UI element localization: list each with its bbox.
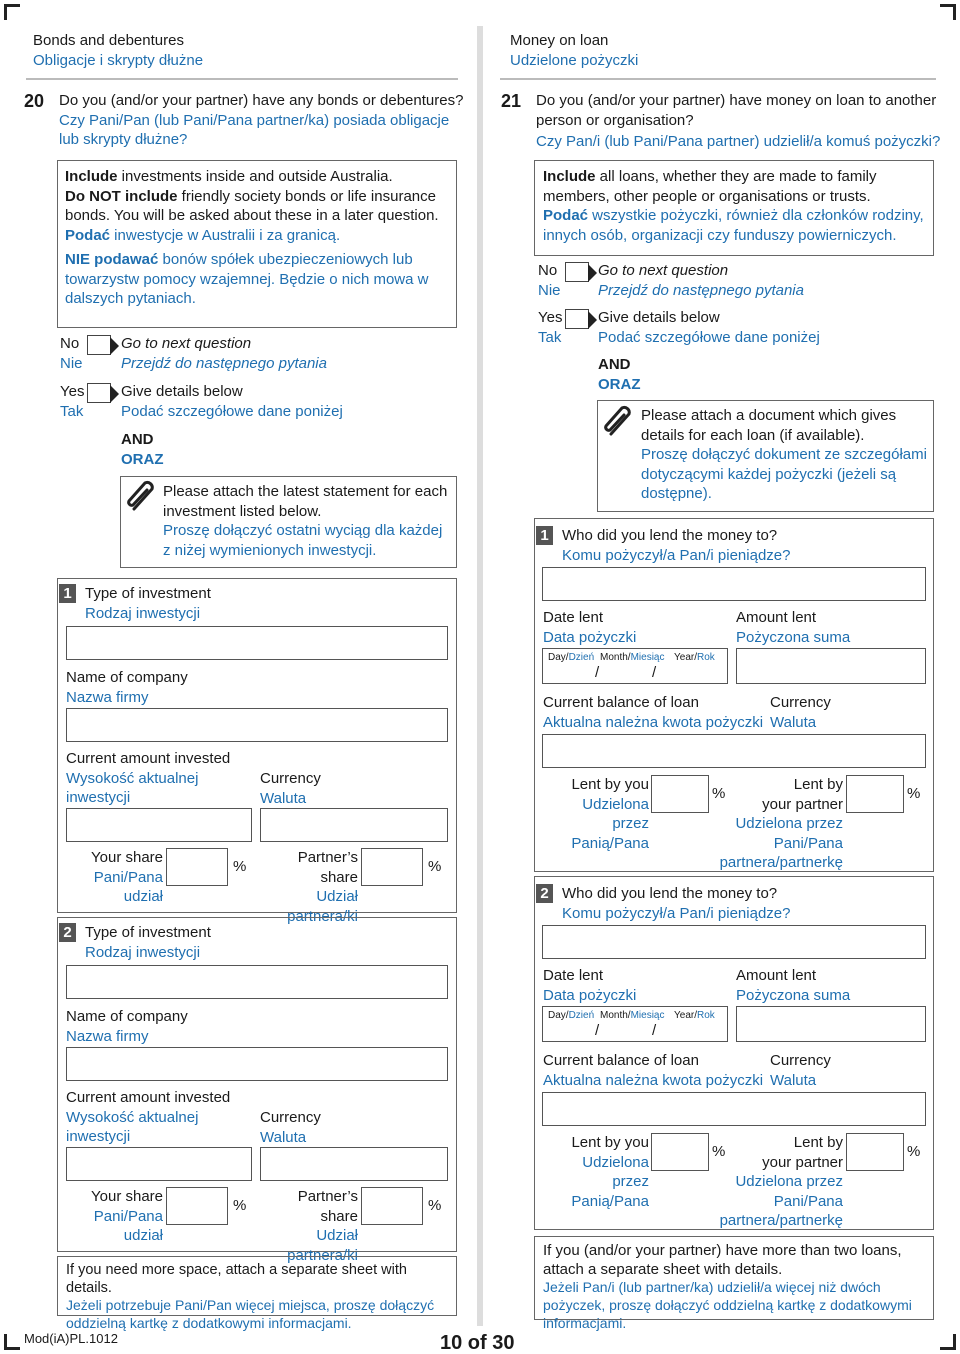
question-number: 21	[501, 91, 522, 111]
no-instruction: Go to next question Przejdź do następnego pytania	[598, 262, 804, 299]
yes-checkbox[interactable]	[565, 309, 589, 329]
yes-label: Yes Tak	[538, 309, 563, 346]
attach-text: Please attach the latest statement for each investment listed below. Proszę dołączyć ostatni wyciąg dla każdej z niżej wymienionych inwestycji.	[163, 483, 448, 559]
amount-input[interactable]	[66, 808, 252, 842]
crop-mark-top-left	[4, 4, 20, 20]
question-text: Do you (and/or your partner) have any bonds or debentures? Czy Pani/Pan (lub Pani/Pana partner/ka) posiada obligacje lub skrypty dłużne?	[59, 92, 464, 148]
percent-sign: %	[233, 1197, 247, 1214]
info-box: Include investments inside and outside Australia. Do NOT include friendly society bonds or life insurance bonds. You will be asked about these in a later question. Podać inwestycje w Australii i za granicą. NIE podawać bonów spółek ubezpieczeniowych lub towarzystw pomocy wzajemnej. Będzie o nich mowa w dalszych pytaniach.	[57, 160, 457, 328]
lent-by-you-label: Lent by you Udzielona przez Panią/Pana	[571, 1134, 649, 1210]
balance-label: Current balance of loan Aktualna należna kwota pożyczki	[543, 1052, 764, 1089]
more-loans-note: If you (and/or your partner) have more than two loans, attach a separate sheet with details. Jeżeli Pan/i (lub partner/ka) udzielił/a więcej niż dwóch pożyczek, proszę dołączyć oddzielną kartkę z dodatkowymi informacjami.	[534, 1236, 934, 1320]
lent-by-you-label: Lent by you Udzielona przez Panią/Pana	[571, 776, 649, 852]
company-input[interactable]	[66, 708, 448, 742]
type-label: Type of investment Rodzaj inwestycji	[85, 585, 211, 622]
amount-input[interactable]	[736, 648, 926, 684]
no-instruction: Go to next question Przejdź do następnego pytania	[121, 335, 327, 372]
more-space-note: If you need more space, attach a separate sheet with details. Jeżeli potrzebuje Pani/Pan więcej miejsca, proszę dołączyć oddzielną kartkę z dodatkowymi informacjami.	[57, 1256, 457, 1316]
section-divider	[500, 78, 936, 80]
paperclip-icon	[124, 479, 160, 515]
and-label: AND ORAZ	[598, 356, 641, 393]
who-input[interactable]	[542, 567, 926, 601]
form-code: Mod(iA)PL.1012	[24, 1331, 118, 1346]
currency-label: Currency Waluta	[770, 694, 831, 731]
percent-sign: %	[907, 1143, 921, 1160]
section-title: Bonds and debentures Obligacje i skrypty dłużne	[33, 32, 204, 69]
yes-instruction: Give details below Podać szczegółowe dane poniżej	[121, 383, 343, 420]
paperclip-icon	[601, 404, 637, 440]
type-input[interactable]	[66, 626, 448, 660]
partner-share-input[interactable]	[361, 848, 423, 886]
crop-mark-bottom-left	[4, 1334, 20, 1350]
yes-instruction: Give details below Podać szczegółowe dane poniżej	[598, 309, 820, 346]
lent-by-you-input[interactable]	[651, 775, 709, 813]
amount-label: Current amount invested Wysokość aktualnej inwestycji	[66, 1089, 231, 1145]
your-share-input[interactable]	[166, 848, 228, 886]
company-label: Name of company Nazwa firmy	[66, 1008, 188, 1045]
section-title: Money on loan Udzielone pożyczki	[510, 32, 639, 69]
date-separator: /	[595, 664, 600, 681]
partner-share-label: Partner’s share Udział partnera/ki	[287, 849, 358, 925]
currency-input[interactable]	[260, 1147, 448, 1181]
crop-mark-top-right	[940, 4, 956, 20]
percent-sign: %	[712, 785, 726, 802]
your-share-label: Your share Pani/Pana udział	[91, 849, 163, 905]
question-text: Do you (and/or your partner) have money on loan to another person or organisation? Czy Pan/i (lub Pani/Pana partner) udzielił/a komuś pożyczki?	[536, 92, 941, 150]
balance-label: Current balance of loan Aktualna należna kwota pożyczki	[543, 694, 764, 731]
lent-by-partner-input[interactable]	[846, 775, 904, 813]
investment-block-1	[57, 578, 457, 925]
lent-by-partner-label: Lent by your partner Udzielona przez Pani/Pana partnera/partnerkę	[719, 1134, 843, 1229]
company-label: Name of company Nazwa firmy	[66, 669, 188, 706]
lent-by-partner-label: Lent by your partner Udzielona przez Pani/Pana partnera/partnerkę	[719, 776, 843, 871]
loan-block-1	[534, 518, 934, 872]
amount-input[interactable]	[736, 1006, 926, 1042]
block-number: 1	[536, 526, 553, 545]
type-input[interactable]	[66, 965, 448, 999]
percent-sign: %	[428, 858, 442, 875]
no-checkbox[interactable]	[565, 262, 589, 282]
crop-mark-bottom-right	[940, 1334, 956, 1350]
investment-block-2	[57, 917, 457, 1264]
block-number: 1	[59, 584, 76, 603]
amount-label: Current amount invested Wysokość aktualnej inwestycji	[66, 750, 231, 806]
yes-checkbox[interactable]	[87, 383, 111, 403]
balance-input[interactable]	[542, 734, 926, 768]
info-box: Include all loans, whether they are made to family members, other people or organisations or trusts. Podać wszystkie pożyczki, również dla członków rodziny, innych osób, organizacji czy funduszy powierniczych.	[534, 160, 934, 256]
percent-sign: %	[233, 858, 247, 875]
currency-label: Currency Waluta	[260, 1109, 321, 1146]
yes-label: Yes Tak	[60, 383, 85, 420]
date-input[interactable]: Day/Dzień Month/Miesiąc Year/Rok / /	[542, 1006, 728, 1042]
section-divider	[26, 78, 458, 80]
who-label: Who did you lend the money to? Komu pożyczył/a Pan/i pieniądze?	[562, 527, 791, 564]
block-number: 2	[536, 884, 553, 903]
partner-share-input[interactable]	[361, 1187, 423, 1225]
date-separator: /	[595, 1022, 600, 1039]
your-share-input[interactable]	[166, 1187, 228, 1225]
percent-sign: %	[907, 785, 921, 802]
no-label: No Nie	[538, 262, 561, 299]
balance-input[interactable]	[542, 1092, 926, 1126]
percent-sign: %	[712, 1143, 726, 1160]
block-number: 2	[59, 923, 76, 942]
percent-sign: %	[428, 1197, 442, 1214]
date-separator: /	[652, 1022, 657, 1039]
partner-share-label: Partner’s share Udział partnera/ki	[287, 1188, 358, 1264]
currency-label: Currency Waluta	[770, 1052, 831, 1089]
no-label: No Nie	[60, 335, 83, 372]
column-divider	[477, 26, 483, 1326]
no-checkbox[interactable]	[87, 335, 111, 355]
date-label: Date lent Data pożyczki	[543, 967, 637, 1004]
your-share-label: Your share Pani/Pana udział	[91, 1188, 163, 1244]
who-label: Who did you lend the money to? Komu pożyczył/a Pan/i pieniądze?	[562, 885, 791, 922]
currency-input[interactable]	[260, 808, 448, 842]
amount-label: Amount lent Pożyczona suma	[736, 967, 851, 1004]
currency-label: Currency Waluta	[260, 770, 321, 807]
loan-block-2	[534, 876, 934, 1230]
company-input[interactable]	[66, 1047, 448, 1081]
date-input[interactable]: Day/Dzień Month/Miesiąc Year/Rok / /	[542, 648, 728, 684]
type-label: Type of investment Rodzaj inwestycji	[85, 924, 211, 961]
lent-by-partner-input[interactable]	[846, 1133, 904, 1171]
page-number: 10 of 30	[440, 1332, 515, 1354]
question-number: 20	[24, 91, 45, 111]
attach-text: Please attach a document which gives details for each loan (if available). Proszę dołączyć dokument ze szczegółami dotyczącymi każdej pożyczki (jeżeli są dostępne).	[641, 407, 927, 502]
and-label: AND ORAZ	[121, 431, 164, 468]
lent-by-you-input[interactable]	[651, 1133, 709, 1171]
amount-label: Amount lent Pożyczona suma	[736, 609, 851, 646]
amount-input[interactable]	[66, 1147, 252, 1181]
who-input[interactable]	[542, 925, 926, 959]
date-separator: /	[652, 664, 657, 681]
date-label: Date lent Data pożyczki	[543, 609, 637, 646]
